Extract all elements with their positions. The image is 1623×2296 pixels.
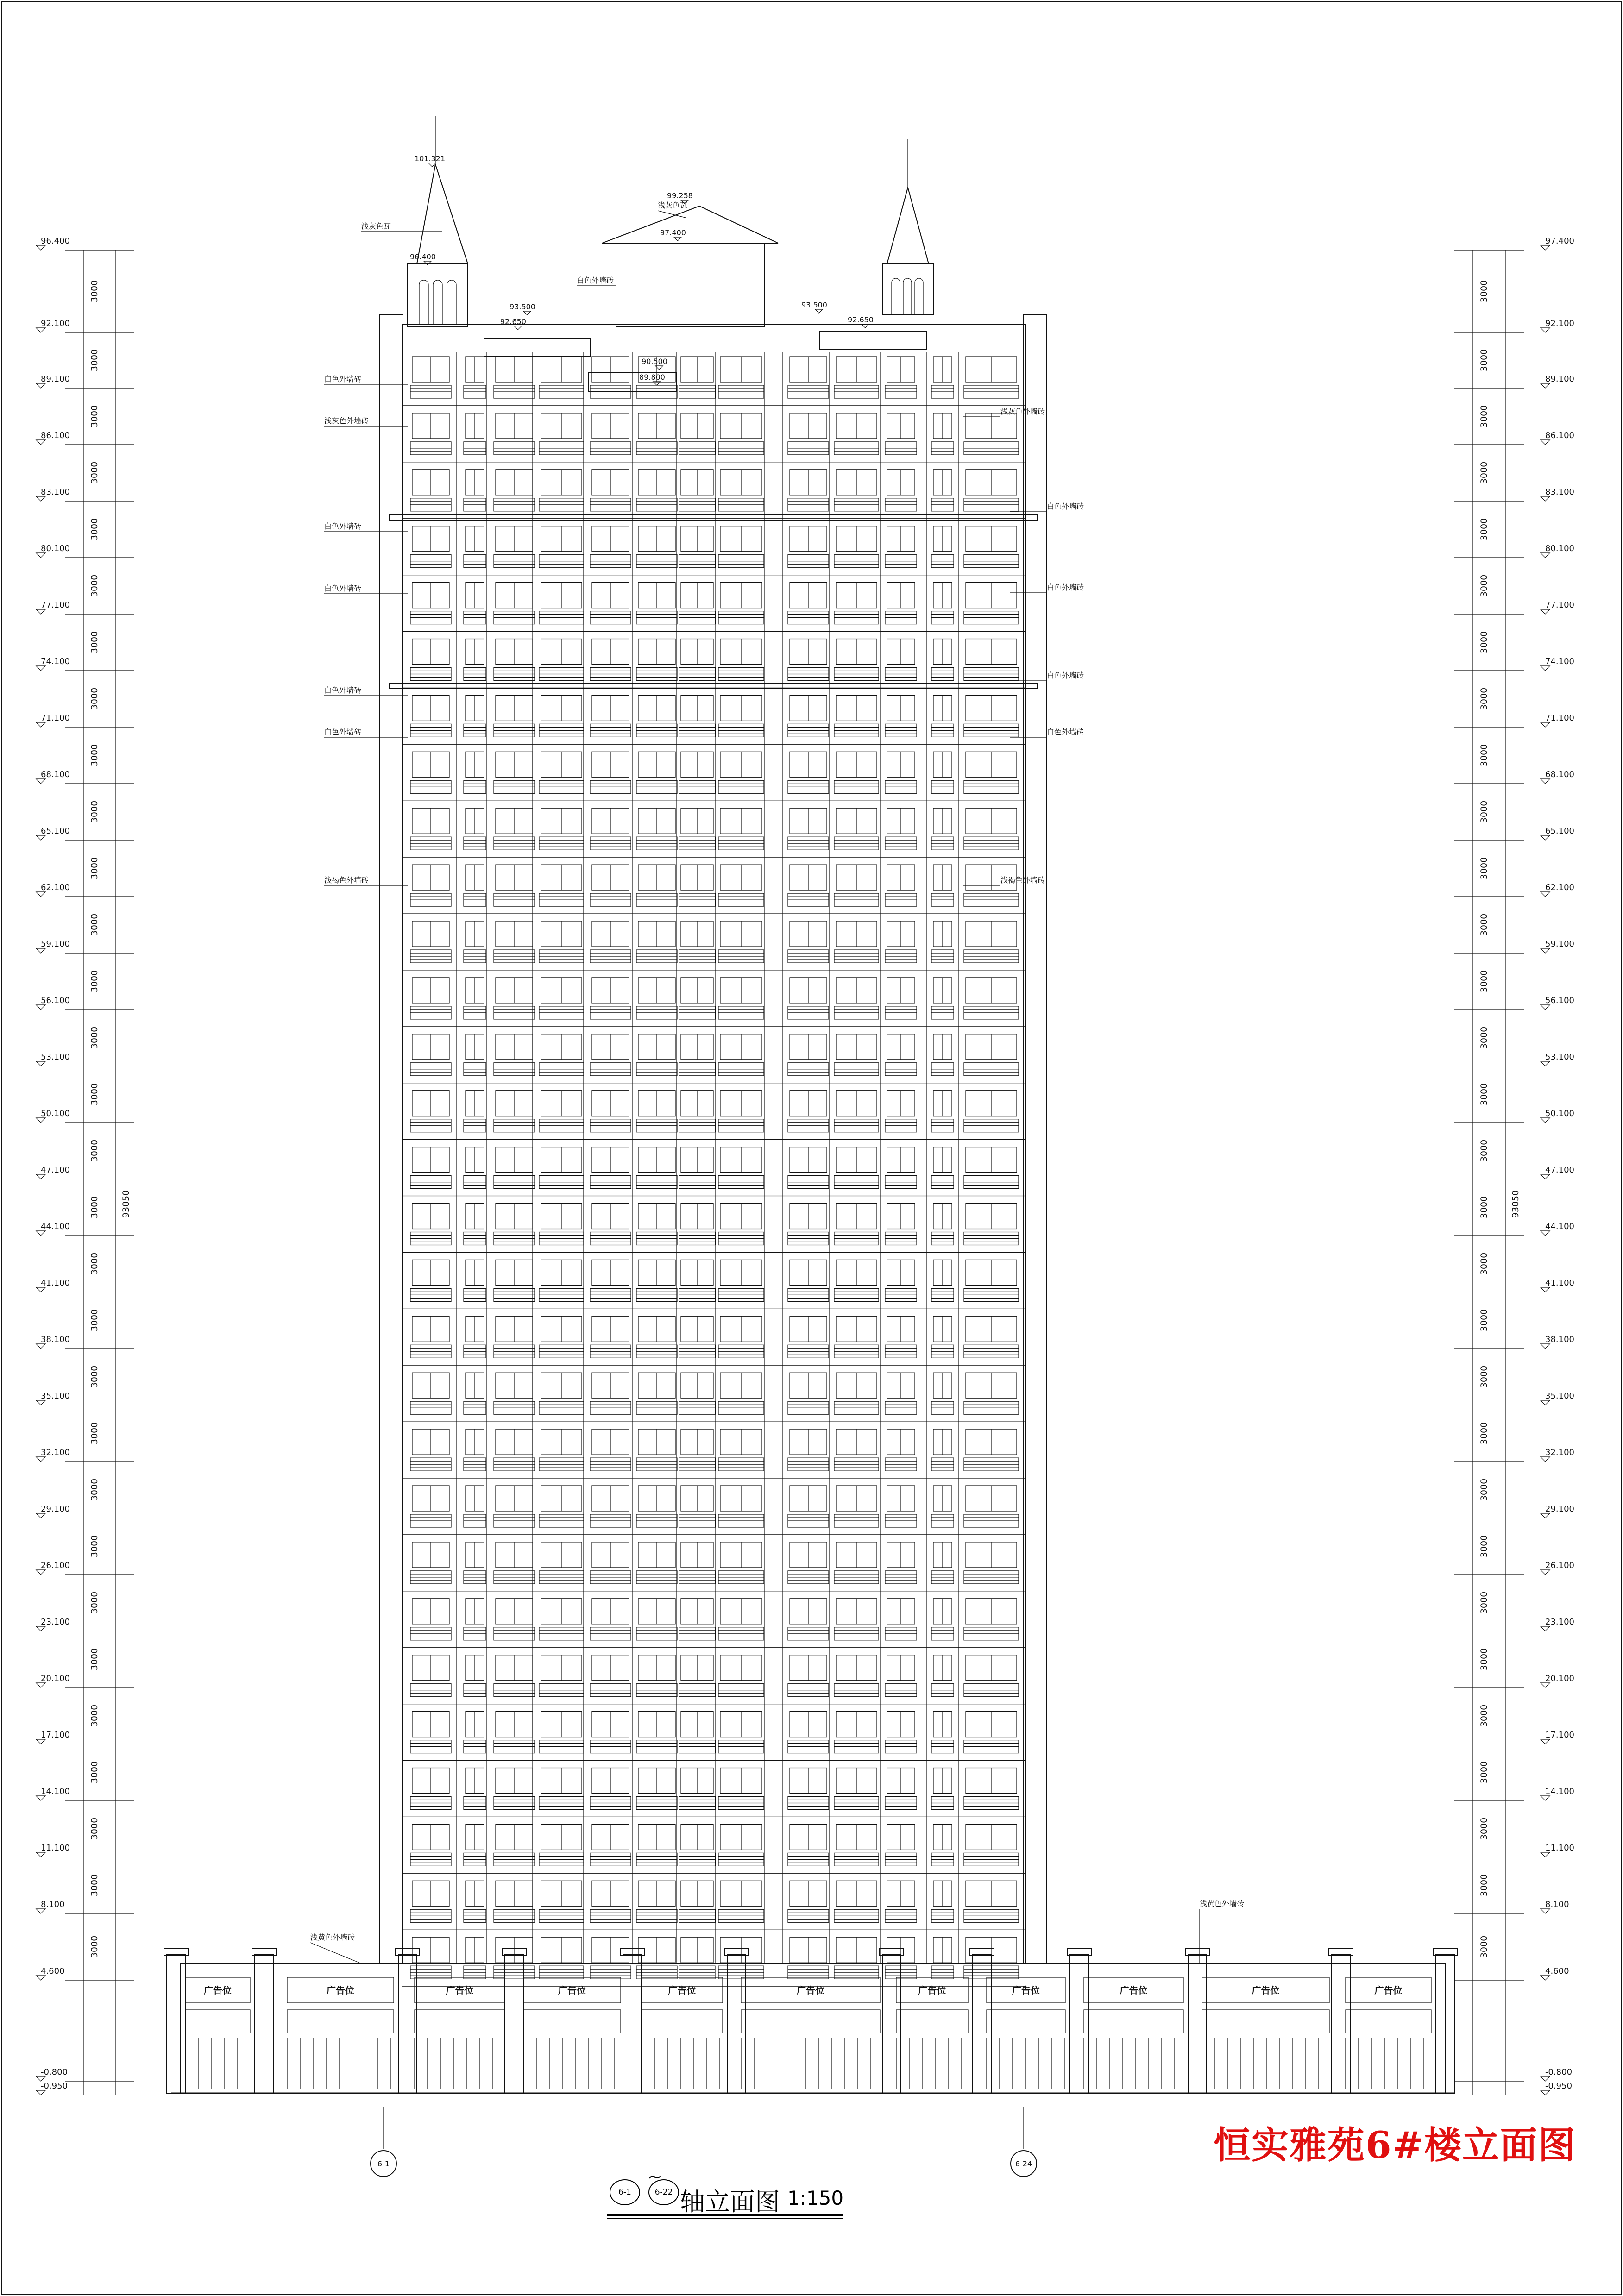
level-value: 20.100: [41, 1674, 70, 1683]
level-value: 17.100: [1545, 1730, 1574, 1740]
level-value: -0.800: [41, 2067, 68, 2077]
floor-dimension: 3000: [89, 1026, 100, 1049]
floor-dimension: 3000: [1479, 461, 1489, 484]
floor-dimension: 3000: [89, 1083, 100, 1106]
material-note: 浅黄色外墙砖: [310, 1933, 355, 1942]
level-marker: [1541, 1683, 1550, 1687]
material-note: 白色外墙砖: [324, 522, 362, 531]
right-spire-roof: [887, 188, 929, 264]
level-marker: [36, 440, 45, 445]
floor-dimension: 3000: [89, 1648, 100, 1671]
podium-pier: [623, 1954, 642, 2093]
floor-dimension: 3000: [1479, 1252, 1489, 1275]
elevation-marker: 99.258: [667, 191, 693, 200]
floor-dimension: 3000: [89, 1704, 100, 1727]
level-marker: [36, 1852, 45, 1857]
elevation-marker-symbol: [523, 311, 531, 315]
level-value: -0.950: [41, 2081, 68, 2091]
floor-dimension: 3000: [1479, 1083, 1489, 1106]
material-note: 浅褐色外墙砖: [324, 876, 369, 885]
floor-dimension: 3000: [1479, 1478, 1489, 1501]
level-value: -0.800: [1545, 2067, 1573, 2077]
floor-dimension: 3000: [1479, 1422, 1489, 1445]
floor-dimension: 3000: [89, 1591, 100, 1614]
elevation-marker: 93.500: [510, 302, 535, 311]
level-value: 92.100: [41, 319, 70, 328]
floor-dimension: 3000: [1479, 1648, 1489, 1671]
level-value: 50.100: [1545, 1109, 1574, 1118]
level-value: 26.100: [1545, 1561, 1574, 1570]
total-height-dimension: 93050: [121, 1190, 131, 1218]
elevation-marker: 92.650: [848, 315, 874, 324]
right-wing: [1024, 315, 1047, 1964]
spire-arch-window: [903, 278, 912, 315]
level-value: 29.100: [1545, 1504, 1574, 1514]
level-marker: [1541, 892, 1550, 897]
shop-sign-text: 广告位: [797, 1985, 824, 1996]
floor-dimension: 3000: [89, 1196, 100, 1219]
spire-arch-window: [447, 280, 456, 324]
level-marker: [1541, 1570, 1550, 1575]
shop-sign-text: 广告位: [918, 1985, 946, 1996]
level-marker: [1541, 722, 1550, 727]
level-marker: [1541, 1457, 1550, 1462]
level-marker: [36, 892, 45, 897]
shop-sign-text: 广告位: [204, 1985, 232, 1996]
level-value: 89.100: [41, 374, 70, 384]
level-marker: [36, 328, 45, 332]
level-value: 97.400: [1545, 236, 1574, 246]
floor-dimension: 3000: [89, 1535, 100, 1558]
level-value: 44.100: [1545, 1222, 1574, 1231]
floor-dimension: 3000: [89, 349, 100, 372]
podium-pier: [255, 1954, 273, 2093]
podium-pier: [167, 1954, 185, 2093]
shop-transom: [987, 2010, 1065, 2033]
shop-sign-text: 广告位: [558, 1985, 586, 1996]
level-marker: [36, 2090, 45, 2095]
level-value: 83.100: [1545, 487, 1574, 497]
level-marker: [1541, 2090, 1550, 2095]
total-height-dimension: 93050: [1510, 1190, 1521, 1218]
floor-dimension: 3000: [89, 1817, 100, 1840]
material-notes: [310, 201, 1244, 1964]
level-value: 23.100: [1545, 1617, 1574, 1627]
podium-pier: [1332, 1954, 1350, 2093]
level-value: 71.100: [41, 713, 70, 723]
floor-dimension: 3000: [1479, 1309, 1489, 1332]
elevation-marker: 101.321: [415, 154, 446, 163]
level-value: 26.100: [41, 1561, 70, 1570]
podium-outline: [181, 1964, 1445, 2093]
level-value: 32.100: [1545, 1448, 1574, 1457]
note-leader-line: [310, 1943, 361, 1964]
material-note: 白色外墙砖: [324, 375, 362, 383]
shop-transom: [896, 2010, 968, 2033]
floor-dimension: 3000: [1479, 913, 1489, 936]
level-marker: [1541, 553, 1550, 558]
floor-dimension: 3000: [89, 1139, 100, 1162]
level-value: 56.100: [1545, 996, 1574, 1005]
level-marker: [36, 1626, 45, 1631]
level-marker: [1541, 496, 1550, 501]
floor-dimension: 3000: [1479, 1535, 1489, 1558]
level-value: 62.100: [1545, 883, 1574, 892]
shop-transom: [741, 2010, 880, 2033]
level-marker: [36, 1909, 45, 1913]
floor-dimension: 3000: [1479, 687, 1489, 710]
floor-dimension: 3000: [1479, 1704, 1489, 1727]
level-value: 11.100: [41, 1843, 70, 1853]
floor-dimension: 3000: [89, 631, 100, 654]
shop-sign-text: 广告位: [1120, 1985, 1148, 1996]
material-note: 白色外墙砖: [577, 276, 614, 285]
axis-label-right: 6-24: [1015, 2159, 1032, 2168]
floor-dimension: 3000: [89, 518, 100, 541]
shop-sign-text: 广告位: [327, 1985, 354, 1996]
level-marker: [36, 553, 45, 558]
floor-dimension: 3000: [89, 744, 100, 767]
level-value: 62.100: [41, 883, 70, 892]
level-marker: [1541, 1061, 1550, 1066]
level-marker: [36, 496, 45, 501]
level-marker: [1541, 666, 1550, 671]
level-value: -0.950: [1545, 2081, 1573, 2091]
floor-dimension: 3000: [89, 461, 100, 484]
floor-dimension: 3000: [1479, 518, 1489, 541]
left-spire-tower: [408, 264, 468, 326]
level-value: 86.100: [41, 431, 70, 440]
level-value: 11.100: [1545, 1843, 1574, 1853]
floor-dimension: 3000: [89, 1365, 100, 1388]
level-marker: [1541, 1344, 1550, 1349]
drawing-title: 轴立面图: [680, 2187, 780, 2216]
level-value: 89.100: [1545, 374, 1574, 384]
level-value: 38.100: [1545, 1335, 1574, 1344]
title-axis-bubble-to: 6-22: [648, 2179, 679, 2205]
level-value: 20.100: [1545, 1674, 1574, 1683]
level-marker: [36, 779, 45, 784]
podium-pier: [1188, 1954, 1207, 2093]
level-marker: [1541, 1852, 1550, 1857]
floor-dimension: 3000: [89, 970, 100, 993]
building-elevation: [164, 116, 1457, 2093]
level-marker: [1541, 1231, 1550, 1236]
level-value: 29.100: [41, 1504, 70, 1514]
floor-dimension: 3000: [1479, 800, 1489, 823]
level-value: 56.100: [41, 996, 70, 1005]
level-marker: [1541, 1739, 1550, 1744]
level-marker: [36, 1739, 45, 1744]
level-value: 92.100: [1545, 319, 1574, 328]
level-value: 96.400: [41, 236, 70, 246]
floor-dimension: 3000: [1479, 1591, 1489, 1614]
level-value: 65.100: [1545, 826, 1574, 836]
elevation-marker: 97.400: [660, 228, 686, 237]
center-pavilion: [616, 243, 764, 326]
level-marker: [36, 1976, 45, 1980]
level-value: 17.100: [41, 1730, 70, 1740]
shop-transom: [642, 2010, 723, 2033]
floor-dimension: 3000: [89, 913, 100, 936]
level-value: 86.100: [1545, 431, 1574, 440]
project-title: 恒实雅苑6#楼立面图: [1214, 2123, 1576, 2167]
drawing-scale: 1:150: [787, 2187, 844, 2209]
floor-dimension: 3000: [89, 800, 100, 823]
shop-transom: [287, 2010, 394, 2033]
level-marker: [36, 1513, 45, 1518]
level-marker: [1541, 609, 1550, 614]
level-marker: [1541, 1976, 1550, 1980]
level-marker: [1541, 1909, 1550, 1913]
level-marker: [36, 1457, 45, 1462]
level-marker: [36, 609, 45, 614]
level-value: 32.100: [41, 1448, 70, 1457]
material-note: 浅灰色外墙砖: [324, 416, 369, 425]
left-parapet: [484, 338, 591, 357]
material-note: 浅灰色瓦: [361, 222, 391, 231]
level-marker: [36, 1570, 45, 1575]
shop-transom: [185, 2010, 250, 2033]
level-marker: [36, 1287, 45, 1292]
elevation-marker: 93.500: [801, 301, 827, 309]
spire-arch-window: [419, 280, 428, 324]
level-marker: [1541, 245, 1550, 250]
level-value: 4.600: [1545, 1966, 1569, 1976]
level-marker: [1541, 1796, 1550, 1800]
floor-dimension: 3000: [1479, 1817, 1489, 1840]
level-value: 4.600: [41, 1966, 65, 1976]
level-marker: [1541, 1513, 1550, 1518]
material-note: 白色外墙砖: [1047, 583, 1084, 592]
level-marker: [36, 245, 45, 250]
level-marker: [1541, 2076, 1550, 2081]
floor-dimension: 3000: [1479, 1365, 1489, 1388]
elevation-marker-symbol: [862, 324, 869, 328]
level-marker: [36, 948, 45, 953]
left-spire-roof: [417, 164, 468, 264]
floor-dimension: 3000: [1479, 574, 1489, 597]
spire-arch-window: [892, 278, 900, 315]
right-spire-tower: [882, 264, 933, 315]
level-value: 47.100: [41, 1165, 70, 1175]
podium-pier: [1070, 1954, 1088, 2093]
material-note: 白色外墙砖: [324, 584, 362, 593]
level-marker: [1541, 1400, 1550, 1405]
level-marker: [1541, 779, 1550, 784]
level-value: 83.100: [41, 487, 70, 497]
level-value: 41.100: [41, 1278, 70, 1288]
material-note: 白色外墙砖: [1047, 728, 1084, 736]
level-value: 77.100: [1545, 600, 1574, 610]
material-note: 浅黄色外墙砖: [1200, 1899, 1245, 1908]
level-marker: [36, 1174, 45, 1179]
right-dimension-chain: [1454, 236, 1574, 2095]
level-marker: [1541, 835, 1550, 840]
level-marker: [36, 1344, 45, 1349]
shop-sign-text: 广告位: [668, 1985, 696, 1996]
elevation-marker: 92.650: [500, 317, 526, 326]
level-marker: [1541, 948, 1550, 953]
level-value: 14.100: [1545, 1787, 1574, 1796]
elevation-marker: 89.800: [639, 373, 665, 382]
level-marker: [36, 1118, 45, 1123]
material-note: 白色外墙砖: [1047, 502, 1084, 511]
floor-dimension: 3000: [89, 1761, 100, 1784]
material-note: 白色外墙砖: [324, 728, 362, 736]
level-marker: [36, 722, 45, 727]
level-value: 53.100: [1545, 1052, 1574, 1062]
level-value: 38.100: [41, 1335, 70, 1344]
level-marker: [1541, 440, 1550, 445]
title-axis-bubble-from: 6-1: [610, 2179, 640, 2205]
floor-dimension: 3000: [1479, 744, 1489, 767]
axis-range-tilde: ~: [648, 2166, 662, 2187]
level-value: 53.100: [41, 1052, 70, 1062]
level-value: 44.100: [41, 1222, 70, 1231]
elevation-marker: 96.400: [410, 252, 436, 261]
floor-dimension: 3000: [89, 1252, 100, 1275]
title-underline: [607, 2214, 843, 2219]
floor-dimension: 3000: [89, 280, 100, 303]
material-note: 白色外墙砖: [1047, 671, 1084, 680]
level-marker: [36, 1005, 45, 1010]
level-value: 59.100: [1545, 939, 1574, 949]
floor-dimension: 3000: [89, 1874, 100, 1897]
floor-dimension: 3000: [1479, 1026, 1489, 1049]
level-value: 8.100: [41, 1900, 65, 1909]
level-marker: [1541, 328, 1550, 332]
podium-pier: [727, 1954, 746, 2093]
center-roof: [602, 206, 778, 243]
level-value: 74.100: [1545, 657, 1574, 666]
level-value: 35.100: [1545, 1391, 1574, 1401]
sheet-border: [2, 2, 1621, 2294]
level-value: 74.100: [41, 657, 70, 666]
level-value: 68.100: [41, 770, 70, 779]
shop-sign-text: 广告位: [446, 1985, 474, 1996]
podium-pier: [505, 1954, 523, 2093]
material-note: 浅灰色外墙砖: [1000, 407, 1045, 416]
floor-dimension: 3000: [1479, 405, 1489, 428]
floor-dimension: 3000: [89, 405, 100, 428]
level-value: 23.100: [41, 1617, 70, 1627]
floor-dimension: 3000: [1479, 349, 1489, 372]
floor-dimension: 3000: [1479, 1196, 1489, 1219]
floor-dimension: 3000: [1479, 1935, 1489, 1958]
level-value: 59.100: [41, 939, 70, 949]
level-marker: [1541, 1174, 1550, 1179]
floor-dimension: 3000: [89, 687, 100, 710]
floor-dimension: 3000: [89, 1309, 100, 1332]
elevation-marker-symbol: [815, 309, 823, 313]
level-value: 41.100: [1545, 1278, 1574, 1288]
level-marker: [1541, 1626, 1550, 1631]
shop-transom: [1202, 2010, 1329, 2033]
floor-dimension: 3000: [89, 1935, 100, 1958]
shop-sign-text: 广告位: [1012, 1985, 1040, 1996]
floor-dimension: 3000: [89, 1478, 100, 1501]
level-value: 50.100: [41, 1109, 70, 1118]
level-marker: [36, 1683, 45, 1687]
level-marker: [36, 1400, 45, 1405]
level-value: 68.100: [1545, 770, 1574, 779]
floor-dimension: 3000: [1479, 631, 1489, 654]
level-value: 80.100: [41, 544, 70, 553]
level-marker: [1541, 1287, 1550, 1292]
left-wing: [380, 315, 403, 1964]
floor-dimension: 3000: [1479, 1874, 1489, 1897]
level-marker: [36, 835, 45, 840]
shop-transom: [1084, 2010, 1183, 2033]
level-marker: [36, 383, 45, 388]
spire-arch-window: [915, 278, 923, 315]
floor-dimension: 3000: [1479, 1139, 1489, 1162]
level-value: 77.100: [41, 600, 70, 610]
floor-dimension: 3000: [1479, 1761, 1489, 1784]
elevation-marker: 90.500: [642, 357, 667, 366]
floor-dimension: 3000: [89, 857, 100, 880]
level-marker: [36, 1061, 45, 1066]
podium-pier: [973, 1954, 991, 2093]
floor-dimension: 3000: [1479, 857, 1489, 880]
left-dimension-chain: [36, 236, 134, 2095]
floor-dimension: 3000: [89, 1422, 100, 1445]
level-marker: [36, 1796, 45, 1800]
elevation-marker-symbol: [514, 326, 522, 330]
level-marker: [1541, 383, 1550, 388]
level-value: 71.100: [1545, 713, 1574, 723]
level-marker: [36, 2076, 45, 2081]
floor-dimension: 3000: [1479, 280, 1489, 303]
level-marker: [36, 1231, 45, 1236]
level-marker: [1541, 1118, 1550, 1123]
spire-arch-window: [433, 280, 442, 324]
level-value: 80.100: [1545, 544, 1574, 553]
shop-sign-text: 广告位: [1374, 1985, 1403, 1996]
right-parapet: [820, 331, 926, 350]
material-note: 白色外墙砖: [324, 686, 362, 695]
shop-transom: [415, 2010, 505, 2033]
level-value: 8.100: [1545, 1900, 1569, 1909]
level-value: 35.100: [41, 1391, 70, 1401]
floor-dimension: 3000: [89, 574, 100, 597]
level-value: 65.100: [41, 826, 70, 836]
floor-dimension: 3000: [1479, 970, 1489, 993]
level-value: 47.100: [1545, 1165, 1574, 1175]
axis-label-left: 6-1: [377, 2159, 390, 2168]
shop-transom: [523, 2010, 621, 2033]
elevation-marker-symbol: [674, 237, 681, 241]
level-marker: [1541, 1005, 1550, 1010]
podium-pier: [398, 1954, 417, 2093]
material-note: 浅褐色外墙砖: [1000, 876, 1045, 885]
shop-sign-text: 广告位: [1252, 1985, 1280, 1996]
level-marker: [36, 666, 45, 671]
material-note: 浅灰色瓦: [658, 201, 688, 210]
level-value: 14.100: [41, 1787, 70, 1796]
shop-transom: [1346, 2010, 1431, 2033]
